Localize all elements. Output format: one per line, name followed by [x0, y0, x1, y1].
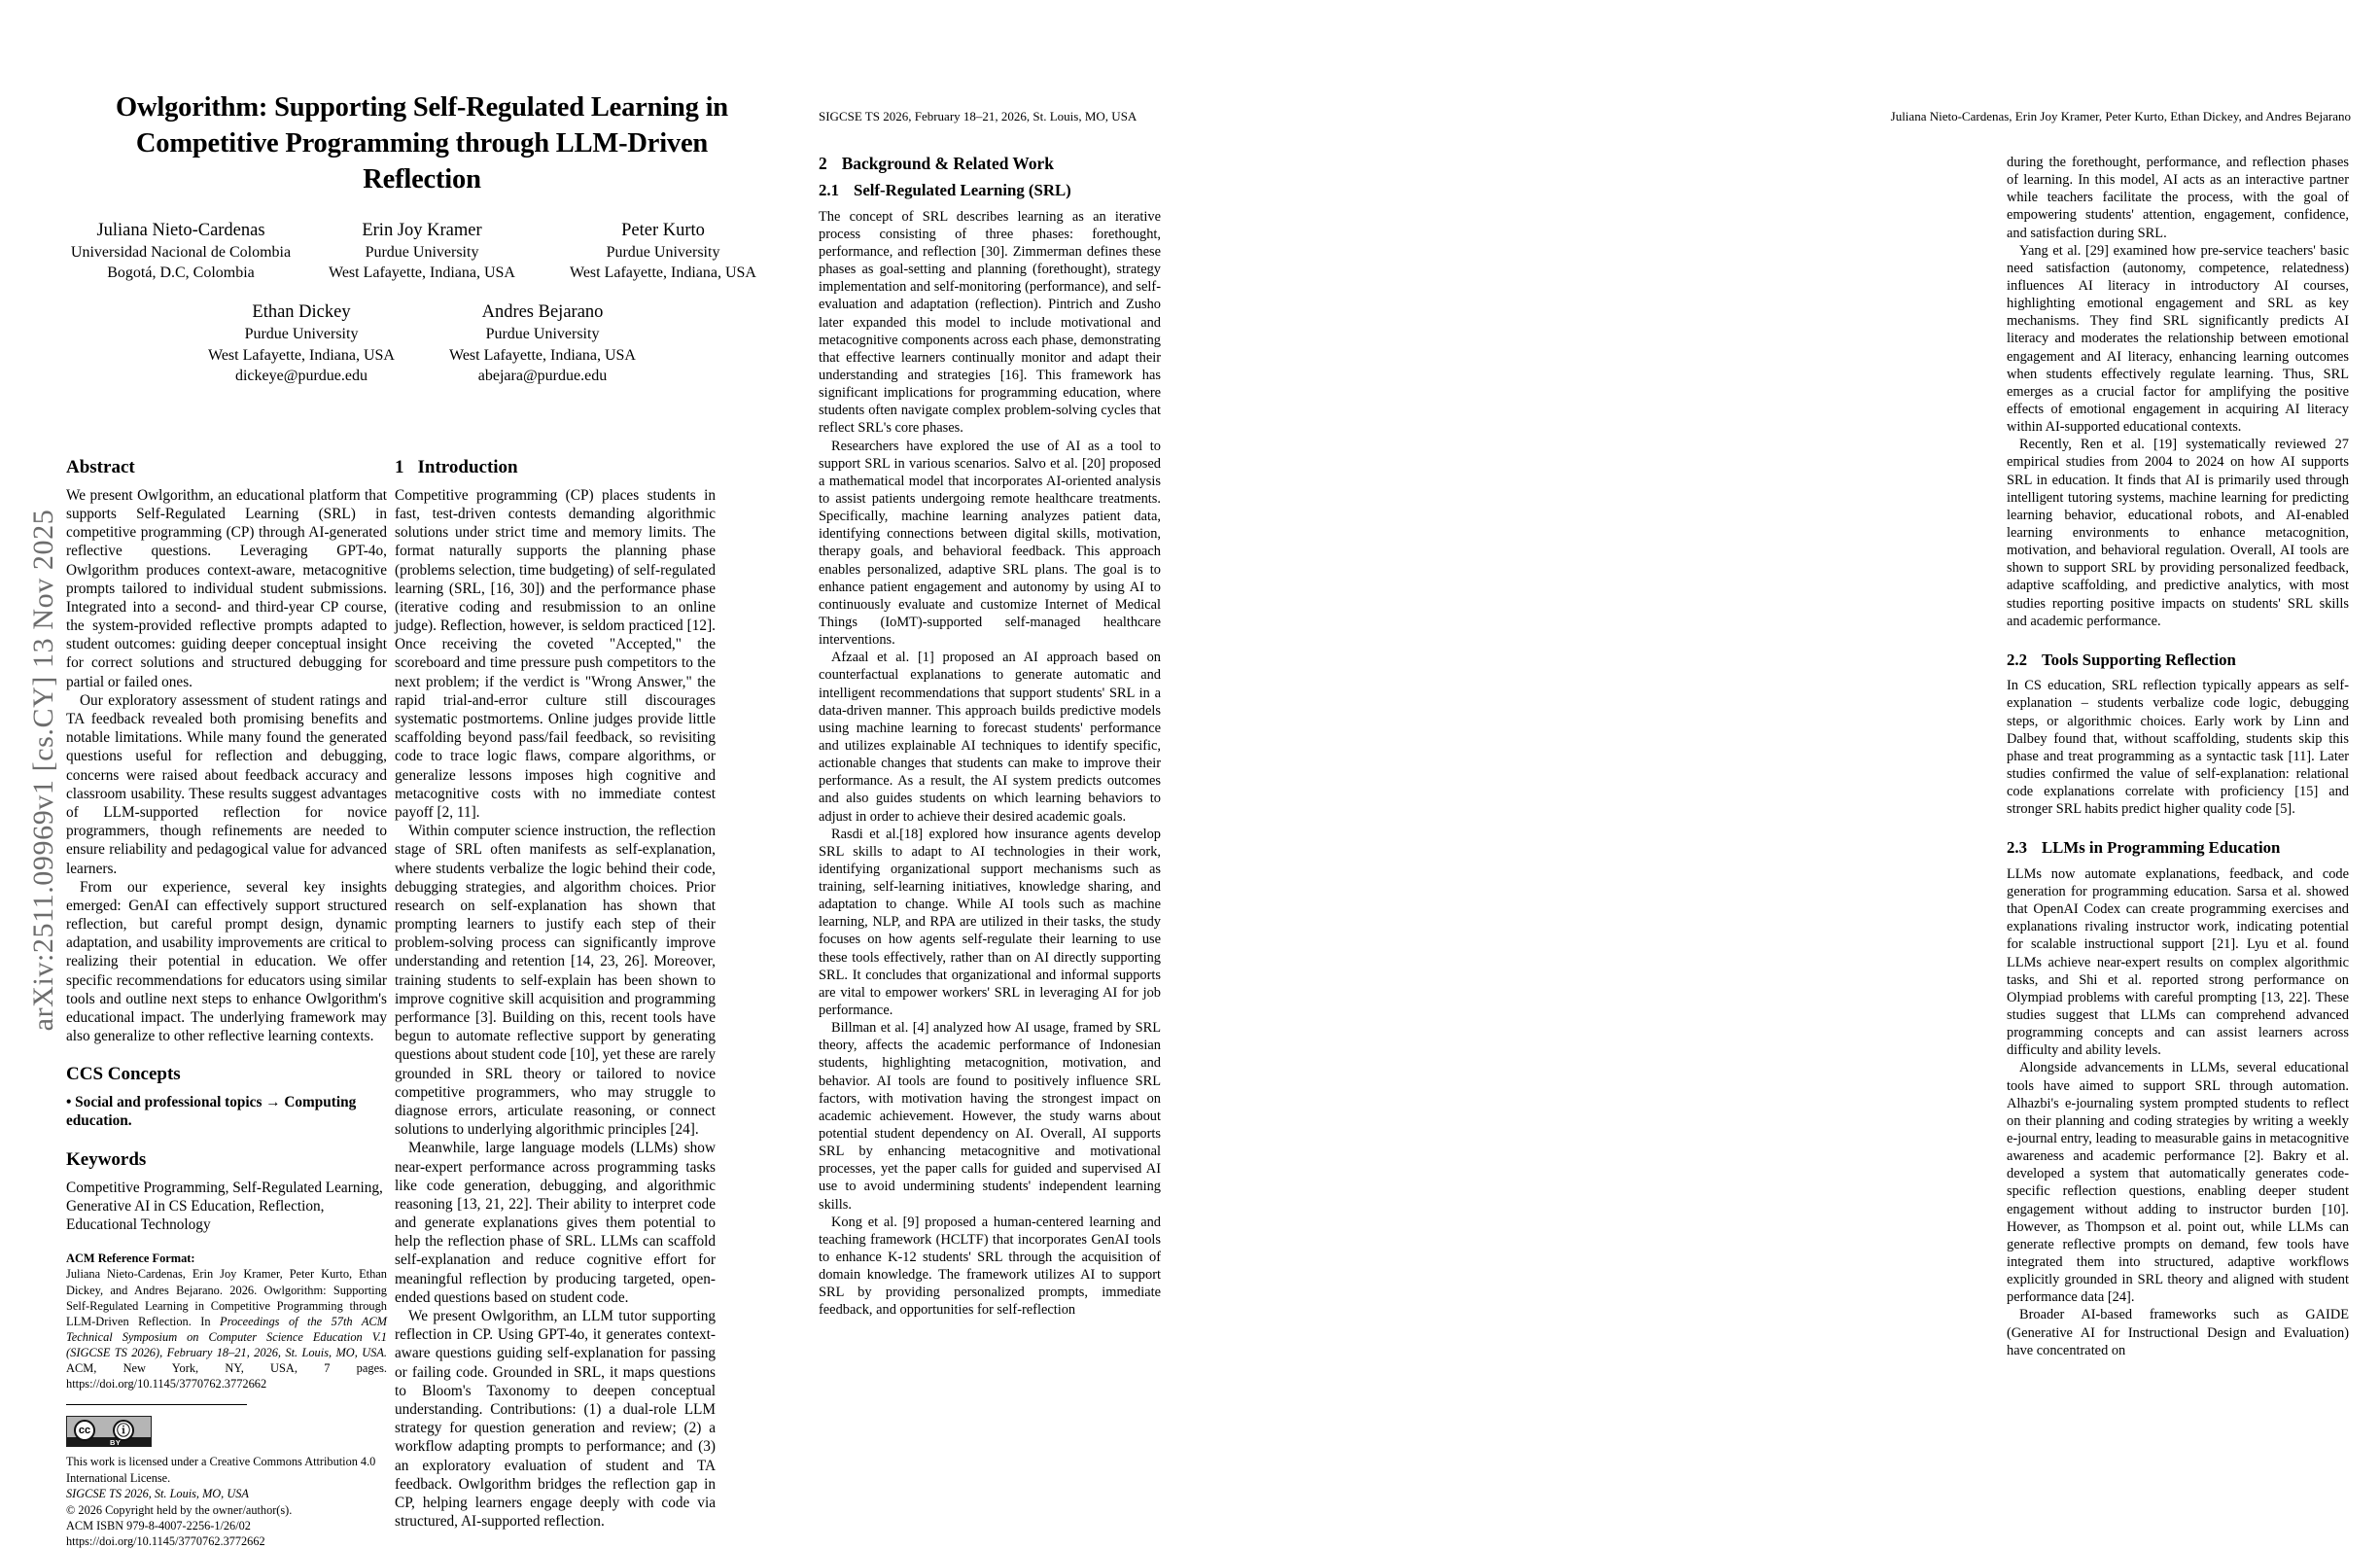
- page-one: [60, 0, 784, 1549]
- cc-person-icon: ⓘ: [113, 1420, 134, 1441]
- author-block-5: [422, 300, 663, 385]
- introduction-paragraph-2: Within computer science instruction, the reflection stage of SRL often manifests as self-explanation, where students verbalize the logic behind their code, debugging strategies, and algorithm choices. Prior research on self-explanation has shown that prompting learners to justify each step of their problem-solving process can significantly improve understanding and retention [14, 23, 26]. Moreover, training students to self-explain has been shown to improve cognitive skill acquisition and programming performance [3]. Building on this, recent tools have begun to automate reflective support by generating questions about student code [10], yet these are rarely grounded in SRL theory or tailored to novice competitive programmers, who may struggle to diagnose errors, articulate reasoning, or connect solutions to underlying algorithmic principles [24].: [395, 823, 716, 1139]
- author-location: Bogotá, D.C, Colombia: [107, 264, 255, 282]
- acm-reference-italic: Proceedings of the 57th ACM Technical Symposium on Computer Science Education V.1 (SIGCSE TS 2026), February 18–21, 2026, St. Louis, MO, USA.: [66, 1314, 387, 1360]
- introduction-heading: [395, 457, 716, 479]
- section-2-3-paragraph-2: Alongside advancements in LLMs, several educational tools have aimed to support SRL through automation. Alhazbi's e-journaling system prompted students to reflect on their planning and coding strategies by writing a weekly e-journal entry, leading to measurable gains in metacognitive awareness and academic performance [2]. Bakry et al. developed a system that automatically generates code-specific reflection questions, enabling deeper student engagement without adding to instructor burden [10]. However, as Thompson et al. point out, while LLMs can generate reflective prompts on demand, few tools have integrated them into structured, adaptive workflows explicitly grounded in SRL theory and aligned with student performance data [24].: [2007, 1060, 2349, 1306]
- abstract-heading: Abstract: [66, 457, 135, 477]
- author-location: West Lafayette, Indiana, USA: [329, 264, 515, 282]
- author-affiliation: Purdue University: [365, 244, 479, 262]
- acm-reference-format: [66, 1251, 387, 1391]
- title-block: [60, 89, 784, 386]
- section-2-2-paragraph-1: In CS education, SRL reflection typically appears as self-explanation – students verbalize code logic, debugging steps, or algorithmic choices. Early work by Linn and Dalbey found that, without scaffolding, students skip this phase and treat programming as a syntactic task [11]. Later studies confirmed the value of self-explanation: relational code explanations correlate with proficiency [15] and stronger SRL habits predict higher quality code [5].: [2007, 678, 2349, 818]
- author-block-3: [542, 219, 784, 283]
- abstract-paragraph-2: Our exploratory assessment of student ratings and TA feedback revealed both promising benefits and notable limitations. While many found the generated questions useful for reflection and debugging, concerns were raised about feedback accuracy and classroom usability. These results suggest advantages of LLM-supported reflection for novice programmers, though refinements are needed to ensure reliability and pedagogical value for advanced learners.: [66, 691, 387, 877]
- section-2-1-heading: [819, 181, 1161, 200]
- keywords-heading: Keywords: [66, 1148, 147, 1170]
- introduction-title: Introduction: [417, 457, 518, 477]
- author-affiliation: Purdue University: [244, 326, 359, 343]
- footer-divider: [66, 1404, 247, 1405]
- license-venue: SIGCSE TS 2026, St. Louis, MO, USA: [66, 1487, 249, 1501]
- introduction-column: [395, 457, 716, 1531]
- license-isbn: ACM ISBN 979-8-4007-2256-1/26/02: [66, 1518, 251, 1532]
- running-header-venue: SIGCSE TS 2026, February 18–21, 2026, St. Louis, MO, USA: [819, 109, 1138, 123]
- cc-circle-icon: cc: [74, 1420, 95, 1441]
- author-row-1: [60, 219, 784, 283]
- author-name: Andres Bejarano: [481, 302, 604, 323]
- section-2-1-continued-3: Recently, Ren et al. [19] systematically reviewed 27 empirical studies from 2004 to 2024 on how AI supports SRL in education. It finds that AI is primarily used through intelligent tutoring systems, machine learning for predicting learning behavior, educational robots, and AI-enabled learning environments to enhance metacognition, motivation, and behavioral regulation. Overall, AI tools are shown to support SRL by providing personalized feedback, adaptive scaffolding, and predictive analytics, with most studies reporting positive impacts on students' SRL skills and academic performance.: [2007, 437, 2349, 629]
- author-name: Erin Joy Kramer: [362, 221, 482, 241]
- section-2-1-number: 2.1: [819, 181, 839, 200]
- running-header: [789, 109, 2380, 130]
- section-2-1-paragraph-5: Billman et al. [4] analyzed how AI usage, framed by SRL theory, affects the academic performance of Indonesian students, highlighting metacognition, motivation, and behavior. AI tools are found to positively influence SRL factors, with motivation having the strongest impact on academic achievement. However, the study warns about potential student dependency on AI. Overall, AI supports SRL by enhancing metacognitive and motivational processes, yet the paper calls for guided and supervised AI use to avoid undermining students' independent learning skills.: [819, 1020, 1161, 1213]
- page-title: Owlgorithm: Supporting Self-Regulated Learning in Competitive Programming through LLM-Driven Reflection: [116, 92, 728, 195]
- section-2-3-title: LLMs in Programming Education: [2041, 838, 2281, 858]
- abstract-paragraph-3: From our experience, several key insights emerged: GenAI can effectively support structured reflection, but careful prompt design, dynamic adaptation, and usability improvements are critical to realizing their potential in education. We offer specific recommendations for educators using similar tools and outline next steps to enhance Owlgorithm's educational impact. The underlying framework may also generalize to other reflective learning contexts.: [66, 878, 387, 1045]
- author-affiliation: Universidad Nacional de Colombia: [70, 244, 292, 262]
- section-2-1-paragraph-2: Researchers have explored the use of AI as a tool to support SRL in various scenarios. Salvo et al. [20] proposed a mathematical model that incorporates AI-oriented analysis to assist patients undergoing remote healthcare treatments. Specifically, machine learning analyzes patient data, identifying connections between digital skills, motivation, therapy goals, and behavioral feedback. This approach enables personalized, adaptive SRL plans. The goal is to enhance patient engagement and autonomy by using AI to continuously evaluate and customize Internet of Medical Things (IoMT)-supported self-managed healthcare interventions.: [819, 438, 1161, 649]
- running-header-authors: Juliana Nieto-Cardenas, Erin Joy Kramer, Peter Kurto, Ethan Dickey, and Andres Bejarano: [1890, 109, 2351, 123]
- introduction-number: 1: [395, 457, 404, 477]
- section-2-1-paragraph-6: Kong et al. [9] proposed a human-centered learning and teaching framework (HCLTF) that incorporates GenAI tools to enhance K-12 students' SRL through the acquisition of domain knowledge. The framework utilizes AI to support SRL by providing personalized prompts, immediate feedback, and opportunities for self-reflection: [819, 1214, 1161, 1319]
- section-2-1-continued-1: during the forethought, performance, and reflection phases of learning. In this model, AI acts as an interactive partner while teachers facilitate the process, with the goal of empowering students' attention, engagement, confidence, and satisfaction during SRL.: [2007, 155, 2349, 241]
- acm-reference-plain-1: Juliana Nieto-Cardenas, Erin Joy Kramer, Peter Kurto, Ethan Dickey, and Andres Bejarano. 2026. Owlgorithm: Supporting Self-Regulated Learning in Competitive Programming through LLM-Driven Reflection. In: [66, 1267, 387, 1328]
- section-2-title: Background & Related Work: [841, 154, 1054, 173]
- license-copyright: © 2026 Copyright held by the owner/author(s).: [66, 1502, 293, 1517]
- author-name: Ethan Dickey: [252, 302, 351, 323]
- section-2-1-paragraph-4: Rasdi et al.[18] explored how insurance agents develop SRL skills to adapt to AI technologies in their work, identifying organizational support mechanisms such as training, self-learning initiatives, knowledge sharing, and adaptation to change. While AI tools such as machine learning, NLP, and RPA are utilized in their tasks, the study focuses on how agents self-regulate their learning to use these tools effectively, rather than on AI directly supporting SRL. It concludes that organizational and informal supports are vital to empower workers' SRL in leveraging AI for job performance.: [819, 826, 1161, 1019]
- author-name: Juliana Nieto-Cardenas: [96, 221, 265, 241]
- introduction-paragraph-4: We present Owlgorithm, an LLM tutor supporting reflection in CP. Using GPT-4o, it generates context-aware questions guiding self-explanation for passing or failing code. Grounded in SRL, it maps questions to Bloom's Taxonomy to deepen conceptual understanding. Contributions: (1) a dual-role LLM strategy for question generation and review; (2) a workflow adapting prompts to performance; and (3) an exploratory evaluation of student and TA feedback. Owlgorithm bridges the reflection gap in CP, helping learners engage deeply with code via structured, AI-supported reflection.: [395, 1308, 716, 1531]
- page-two-column-left: [819, 154, 1161, 1320]
- section-2-1-continued-2: Yang et al. [29] examined how pre-service teachers' basic need satisfaction (autonomy, competence, relatedness) influences AI literacy in introductory AI courses, highlighting emotional engagement and SRL as key mechanisms. They find SRL significantly predicts AI literacy and moderates the relationship between emotional engagement and AI literacy, enhancing learning outcomes when students effectively regulate learning. Thus, SRL emerges as a crucial factor for amplifying the positive effects of emotional engagement in acquiring AI literacy within AI-supported educational contexts.: [2007, 242, 2349, 436]
- author-email[interactable]: dickeye@purdue.edu: [234, 367, 368, 384]
- abstract-column: [66, 457, 387, 1550]
- author-affiliation: Purdue University: [606, 244, 720, 262]
- ccs-text: • Social and professional topics → Computing education.: [66, 1094, 357, 1130]
- section-2-1-title: Self-Regulated Learning (SRL): [853, 181, 1071, 200]
- author-name: Peter Kurto: [621, 221, 705, 241]
- introduction-paragraph-3: Meanwhile, large language models (LLMs) show near-expert performance across programming tasks like code generation, debugging, and algorithmic reasoning [13, 21, 22]. Their ability to interpret code and generate explanations gives them potential to help the reflection phase of SRL. LLMs can scaffold self-explanation and reduce cognitive effort for meaningful reflection by producing targeted, open-ended questions based on student code.: [395, 1140, 716, 1306]
- acm-reference-plain-2: ACM, New York, NY, USA, 7 pages. https://doi.org/10.1145/3770762.3772662: [66, 1361, 387, 1391]
- ccs-heading: CCS Concepts: [66, 1064, 181, 1085]
- author-affiliation: Purdue University: [485, 326, 600, 343]
- author-block-2: [301, 219, 542, 283]
- author-block-4: [181, 300, 422, 385]
- section-2-3-paragraph-3: Broader AI-based frameworks such as GAIDE (Generative AI for Instructional Design and Evaluation) have concentrated on: [2007, 1307, 2349, 1358]
- author-row-2: [60, 300, 784, 385]
- section-2-2-heading: [2007, 651, 2349, 670]
- abstract-paragraph-1: We present Owlgorithm, an educational platform that supports Self-Regulated Learning (SRL) in competitive programming (CP) through AI-generated reflective questions. Leveraging GPT-4o, Owlgorithm produces context-aware, metacognitive prompts tailored to individual student submissions. Integrated into a second- and third-year CP course, the system-provided reflective prompts adapted to student outcomes: guiding deeper conceptual insight for correct solutions and structured debugging for partial or failed ones.: [66, 486, 387, 690]
- section-2-3-paragraph-1: LLMs now automate explanations, feedback, and code generation for programming education. Sarsa et al. showed that OpenAI Codex can create programming exercises and explanations rivaling instructor work, indicating potential for scalable instructional support [21]. Lyu et al. found LLMs achieve near-expert results on complex algorithmic tasks, and Shi et al. reported strong performance on Olympiad problems with careful prompting [13, 22]. These studies suggest that LLMs can comprehend advanced programming concepts and can assist learners across difficulty and ability levels.: [2007, 865, 2349, 1059]
- section-2-1-paragraph-3: Afzaal et al. [1] proposed an AI approach based on counterfactual explanations to generate automatic and intelligent recommendations that support students' SRL in a data-driven manner. This approach builds predictive models using machine learning to forecast students' performance and utilizes explainable AI techniques to identify specific, actionable changes that students can make to improve their performance. As a result, the AI system predicts outcomes and also guides students on which learning behaviors to adjust in order to achieve their desired academic goals.: [819, 650, 1161, 825]
- section-2-3-number: 2.3: [2007, 838, 2027, 858]
- author-location: West Lafayette, Indiana, USA: [570, 264, 756, 282]
- license-block: [66, 1454, 387, 1549]
- section-2-2-number: 2.2: [2007, 650, 2027, 669]
- license-doi[interactable]: https://doi.org/10.1145/3770762.3772662: [66, 1534, 265, 1549]
- introduction-paragraph-1: Competitive programming (CP) places students in fast, test-driven contests demanding algorithmic solutions under strict time and memory limits. The format naturally supports the planning phase (problems selection, time budgeting) of self-regulated learning (SRL, [16, 30]) and the performance phase (iterative coding and resubmission to an online judge). Reflection, however, is seldom practiced [12]. Once receiving the coveted "Accepted," the scoreboard and time pressure push competitors to the next problem; if the verdict is "Wrong Answer," the rapid trial-and-error culture still discourages systematic postmortems. Online judges provide little scaffolding beyond pass/fail feedback, so revisiting code to trace logic flaws, compare algorithms, or generalize lessons imposes high cognitive and metacognitive costs with no immediate contest payoff [2, 11].: [395, 486, 716, 821]
- author-location: West Lafayette, Indiana, USA: [208, 346, 395, 364]
- author-location: West Lafayette, Indiana, USA: [449, 346, 636, 364]
- section-2-2-title: Tools Supporting Reflection: [2041, 650, 2236, 669]
- arxiv-stamp-text: arXiv:2511.09969v1 [cs.CY] 13 Nov 2025: [27, 509, 59, 1032]
- section-2-heading: [819, 154, 1161, 174]
- page-two: [789, 0, 2380, 1540]
- section-2-number: 2: [819, 154, 827, 173]
- section-2-3-heading: [2007, 838, 2349, 858]
- license-line: This work is licensed under a Creative Commons Attribution 4.0 International License.: [66, 1455, 376, 1485]
- author-email[interactable]: abejara@purdue.edu: [477, 367, 608, 384]
- keywords-text: Competitive Programming, Self-Regulated Learning, Generative AI in CS Education, Reflection, Educational Technology: [66, 1179, 383, 1234]
- page-two-column-right: [2007, 154, 2349, 1359]
- author-block-1: [60, 219, 301, 283]
- section-2-1-paragraph-1: The concept of SRL describes learning as an iterative process consisting of three phases: forethought, performance, and reflection [30]. Zimmerman defines these phases as goal-setting and planning (forethought), strategy implementation and self-monitoring (performance), and self-evaluation and adaptation (reflection). Pintrich and Zusho later expanded this model to include motivational and metacognitive components across each phase, demonstrating that effective learners continually monitor and adapt their understanding and strategies [16]. This framework has significant implications for programming education, where students often navigate complex problem-solving cycles that reflect SRL's core phases.: [819, 208, 1161, 437]
- creative-commons-icon: [66, 1416, 152, 1447]
- cc-by-label: BY: [110, 1438, 122, 1448]
- acm-reference-label: ACM Reference Format:: [66, 1251, 195, 1266]
